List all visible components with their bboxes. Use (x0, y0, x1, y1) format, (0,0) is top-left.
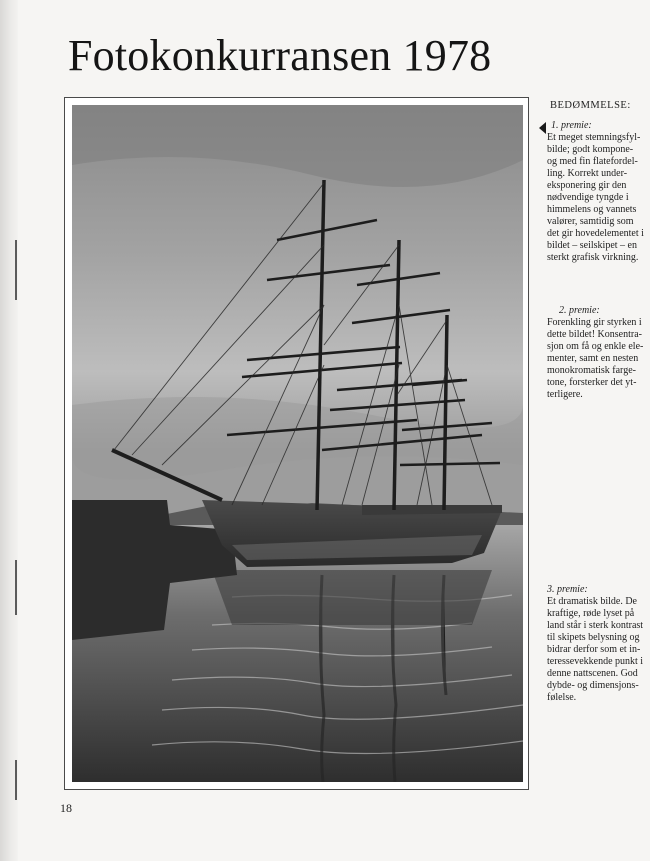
prize-1-line: valører, samtidig som (547, 216, 634, 227)
judging-heading: BEDØMMELSE: (550, 100, 631, 111)
prize-2-block (547, 305, 650, 401)
prize-1-label: 1. premie: (551, 120, 592, 131)
prize-2-line: dette bildet! Konsentra- (547, 329, 642, 340)
prize-3-line: Et dramatisk bilde. De (547, 596, 637, 607)
sailing-ship-photo (72, 105, 523, 782)
page-binding-shadow (0, 0, 18, 861)
prize-1-line: ling. Korrekt under- (547, 168, 628, 179)
prize-3-line: følelse. (547, 692, 577, 703)
judging-sidebar (547, 100, 650, 720)
prize-3-line: land står i sterk kontrast (547, 620, 644, 631)
prize-1-line: bilde; godt kompone- (547, 144, 634, 155)
prize-1-line: bildet – seilskipet – en (547, 240, 637, 251)
prize-1-line: Et meget stemningsfyl- (547, 132, 641, 143)
photo-frame (64, 97, 529, 790)
binding-mark-top (15, 240, 17, 300)
prize-2-line: sjon om få og enkle ele- (547, 341, 644, 352)
prize-3-line: teressevekkende punkt i (547, 656, 644, 667)
prize-1-line: det gir hovedelementet i (547, 228, 644, 239)
hull-reflection (212, 570, 492, 625)
binding-mark-middle (15, 560, 17, 615)
prize-1-line: nødvendige tyngde i (547, 192, 629, 203)
prize-3-block (547, 584, 650, 704)
ship-photo-svg (72, 105, 523, 782)
prize-2-line: terligere. (547, 389, 583, 400)
prize-3-line: bidrar derfor som et in- (547, 644, 641, 655)
prize-1-line: sterkt grafisk virkning. (547, 252, 639, 263)
prize-1-block (547, 120, 650, 264)
binding-mark-bottom (15, 760, 17, 800)
prize-3-text (547, 596, 650, 704)
prize-3-line: kraftige, røde lyset på (547, 608, 635, 619)
prize-1-line: og med fin flatefordel- (547, 156, 638, 167)
prize-2-line: tone, forsterker det yt- (547, 377, 637, 388)
prize-3-line: denne nattscenen. God (547, 668, 638, 679)
prize-3-label: 3. premie: (547, 584, 588, 595)
prize-2-label: 2. premie: (559, 305, 600, 316)
prize-3-line: dybde- og dimensjons- (547, 680, 639, 691)
prize-2-line: Forenkling gir styrken i (547, 317, 642, 328)
prize-2-line: menter, samt en nesten (547, 353, 639, 364)
page-number: 18 (60, 801, 72, 815)
page-title: Fotokonkurransen 1978 (68, 31, 492, 80)
prize-1-line: eksponering gir den (547, 180, 627, 191)
prize-2-line: monokromatisk farge- (547, 365, 636, 376)
prize-1-text (547, 132, 650, 264)
prize-2-text (547, 317, 650, 401)
prize-3-line: til skipets belysning og (547, 632, 640, 643)
pointer-arrow-icon (539, 122, 546, 134)
prize-1-line: himmelens og vannets (547, 204, 637, 215)
